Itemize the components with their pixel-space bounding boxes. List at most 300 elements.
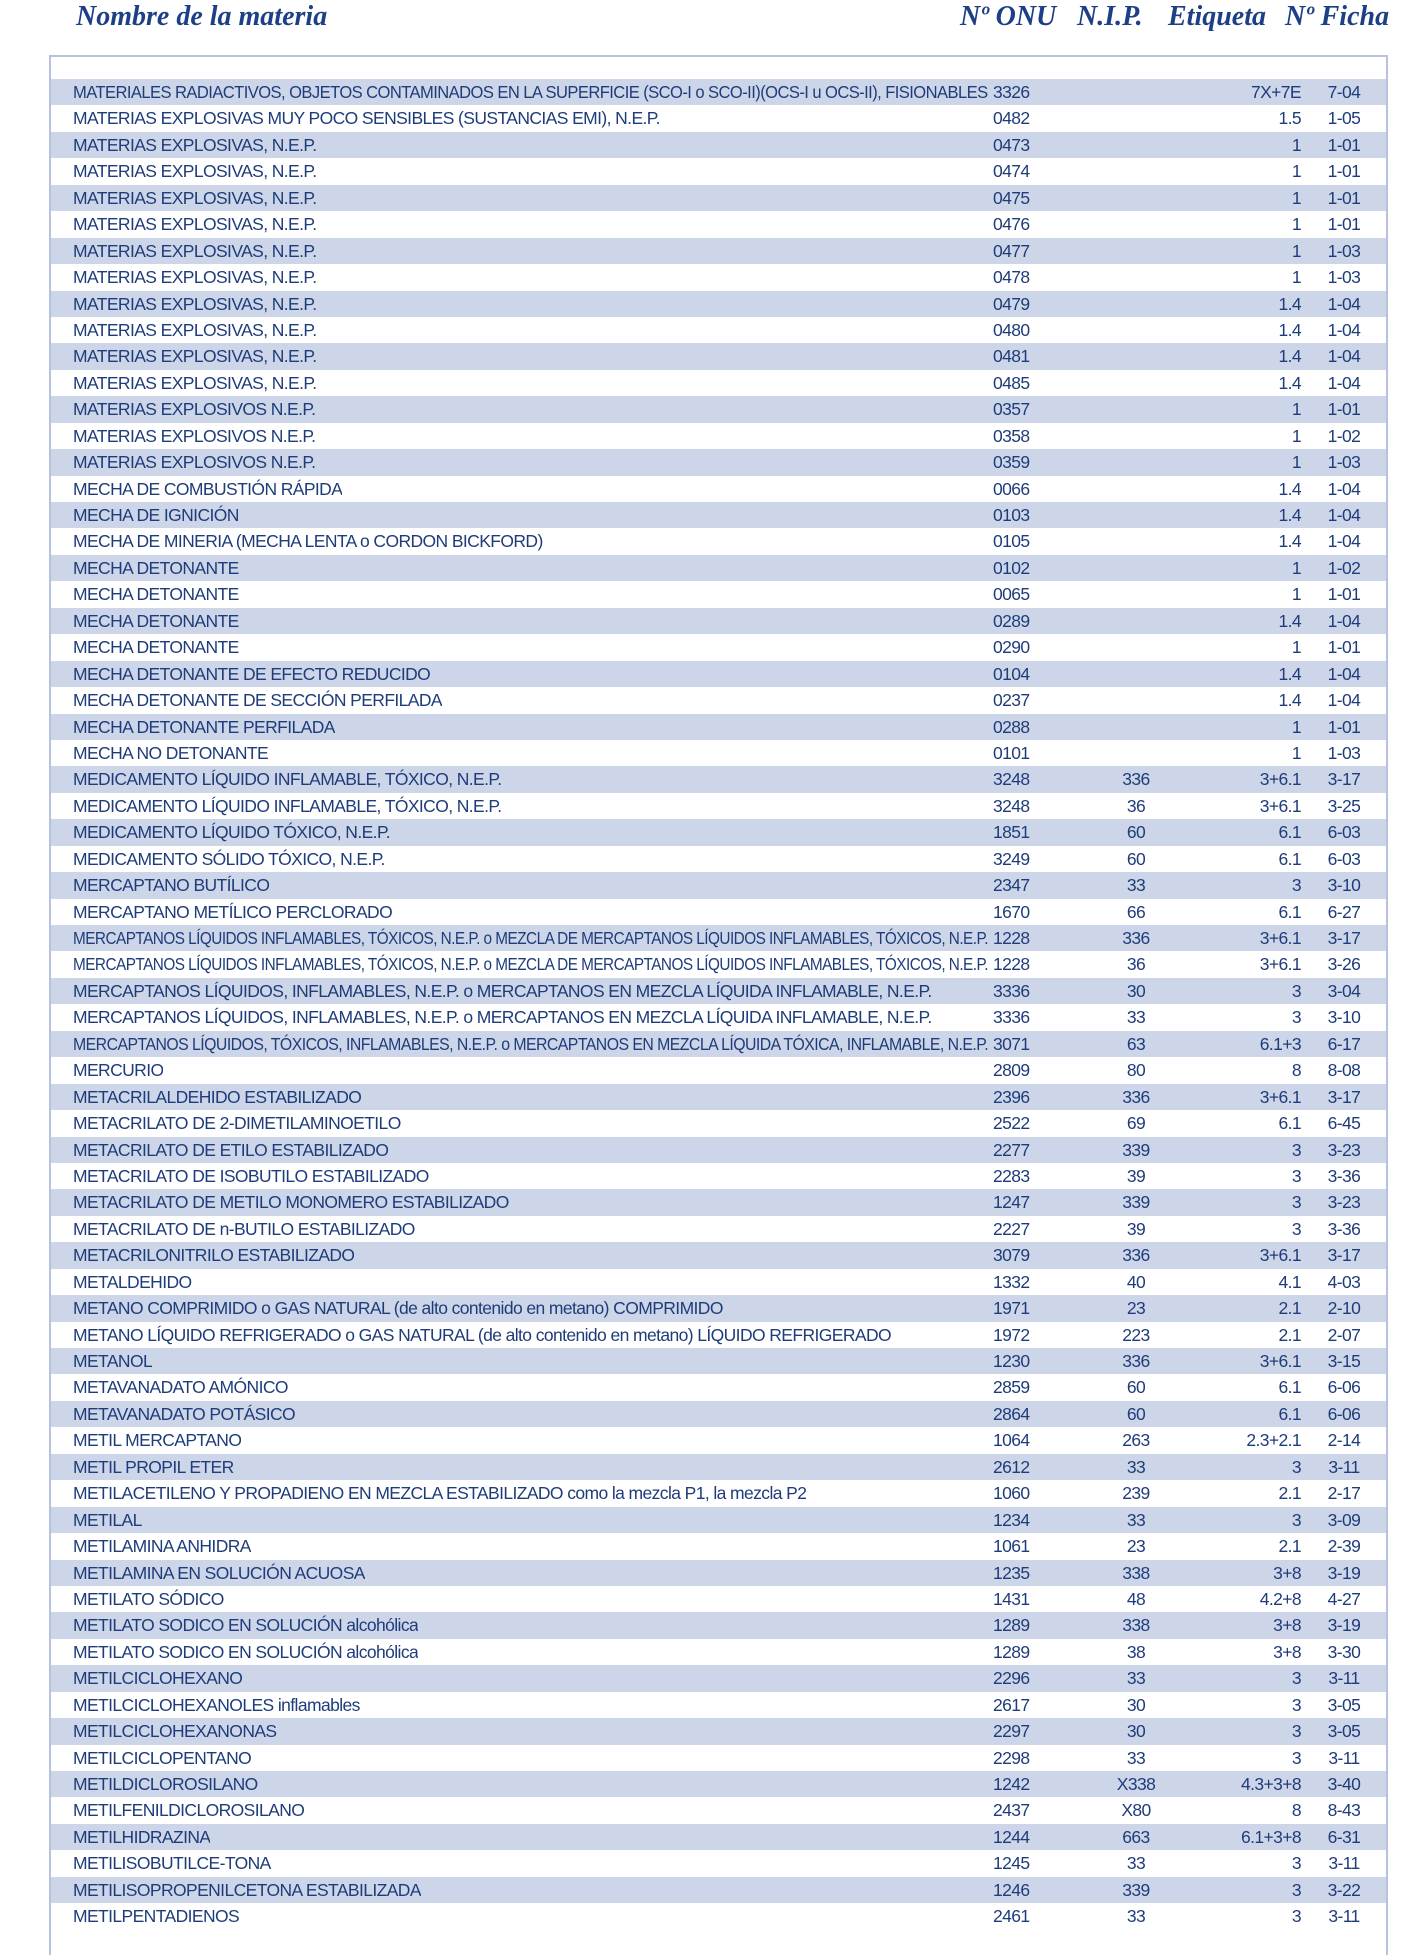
cell-ficha: 3-25 xyxy=(1327,795,1361,816)
cell-etiqueta: 3+8 xyxy=(1273,1562,1301,1583)
cell-etiqueta: 1 xyxy=(1291,584,1301,605)
cell-onu: 1247 xyxy=(993,1192,1030,1213)
cell-onu: 2297 xyxy=(993,1721,1030,1742)
cell-name: MERCAPTANO METÍLICO PERCLORADO xyxy=(73,901,393,922)
cell-name: METANO COMPRIMIDO o GAS NATURAL (de alto contenido en metano) COMPRIMIDO xyxy=(73,1298,723,1319)
table-row xyxy=(51,846,1386,872)
cell-ficha: 3-22 xyxy=(1327,1879,1361,1900)
cell-etiqueta: 1 xyxy=(1291,240,1301,261)
cell-ficha: 6-06 xyxy=(1327,1403,1361,1424)
cell-ficha: 3-17 xyxy=(1327,769,1361,790)
cell-nip: 336 xyxy=(1122,928,1150,948)
table-row xyxy=(51,819,1386,845)
cell-name: MEDICAMENTO LÍQUIDO TÓXICO, N.E.P. xyxy=(73,822,391,843)
cell-onu: 2296 xyxy=(993,1668,1030,1689)
cell-nip: 66 xyxy=(1126,901,1146,922)
cell-name: MECHA DETONANTE DE SECCIÓN PERFILADA xyxy=(73,690,442,711)
cell-name: MECHA DETONANTE xyxy=(73,637,239,658)
cell-etiqueta: 3 xyxy=(1291,1218,1301,1239)
cell-ficha: 7-04 xyxy=(1327,82,1361,102)
table-row xyxy=(51,1877,1386,1903)
cell-ficha: 1-01 xyxy=(1327,716,1361,737)
cell-ficha: 3-26 xyxy=(1327,954,1361,975)
cell-etiqueta: 1.4 xyxy=(1278,610,1301,631)
cell-ficha: 3-36 xyxy=(1327,1165,1361,1186)
cell-onu: 1289 xyxy=(993,1615,1030,1636)
cell-etiqueta: 3+6.1 xyxy=(1259,769,1301,790)
cell-nip: 30 xyxy=(1126,1694,1146,1715)
cell-ficha: 6-03 xyxy=(1327,822,1361,843)
cell-nip: 33 xyxy=(1126,1747,1146,1768)
cell-onu: 2612 xyxy=(993,1456,1030,1477)
cell-etiqueta: 3+8 xyxy=(1273,1641,1301,1662)
cell-nip: X80 xyxy=(1121,1800,1151,1821)
cell-ficha: 3-17 xyxy=(1327,928,1361,948)
table-row xyxy=(51,661,1386,687)
table-row xyxy=(51,1639,1386,1665)
cell-name: MERCAPTANOS LÍQUIDOS, TÓXICOS, INFLAMABLES, N.E.P. o MERCAPTANOS EN MEZCLA LÍQUIDA TÓXICA, INFLAMABLE, N.E.P. xyxy=(73,1033,989,1054)
cell-name: MERCURIO xyxy=(73,1060,164,1081)
cell-ficha: 1-04 xyxy=(1327,505,1361,525)
cell-ficha: 2-17 xyxy=(1327,1483,1361,1504)
cell-name: MATERIAS EXPLOSIVOS N.E.P. xyxy=(73,425,316,446)
cell-name: METACRILATO DE ETILO ESTABILIZADO xyxy=(73,1139,389,1160)
cell-etiqueta: 1 xyxy=(1291,557,1301,578)
cell-nip: 239 xyxy=(1122,1483,1150,1504)
cell-etiqueta: 3 xyxy=(1291,1906,1301,1927)
cell-name: METILCICLOHEXANONAS xyxy=(73,1721,277,1742)
cell-onu: 1246 xyxy=(993,1879,1030,1900)
table-row xyxy=(51,185,1386,211)
cell-name: MECHA DETONANTE xyxy=(73,584,239,605)
cell-name: MERCAPTANOS LÍQUIDOS INFLAMABLES, TÓXICOS, N.E.P. o MEZCLA DE MERCAPTANOS LÍQUIDOS INFLAMABLES, TÓXICOS, N.E.P. xyxy=(73,954,988,975)
table-row xyxy=(51,396,1386,422)
table-row xyxy=(51,291,1386,317)
cell-onu: 0359 xyxy=(993,452,1030,473)
table-row xyxy=(51,1348,1386,1374)
table-row xyxy=(51,1586,1386,1612)
cell-etiqueta: 1.4 xyxy=(1278,690,1301,711)
cell-onu: 0474 xyxy=(993,161,1030,182)
cell-etiqueta: 2.3+2.1 xyxy=(1246,1430,1301,1451)
cell-onu: 3248 xyxy=(993,795,1030,816)
cell-nip: 23 xyxy=(1126,1536,1146,1557)
cell-name: MECHA DETONANTE xyxy=(73,610,239,631)
cell-onu: 2859 xyxy=(993,1377,1030,1398)
cell-nip: 33 xyxy=(1126,1509,1146,1530)
table-row xyxy=(51,1507,1386,1533)
column-header-onu: Nº ONU xyxy=(960,1,1057,32)
table-row xyxy=(51,1163,1386,1189)
cell-ficha: 3-40 xyxy=(1327,1774,1361,1794)
cell-etiqueta: 1 xyxy=(1291,134,1301,155)
cell-onu: 1431 xyxy=(993,1588,1030,1609)
table-row xyxy=(51,1401,1386,1427)
cell-onu: 3336 xyxy=(993,980,1030,1001)
table-row xyxy=(51,1242,1386,1268)
table-row xyxy=(51,343,1386,369)
cell-name: MERCAPTANO BUTÍLICO xyxy=(73,875,270,896)
cell-etiqueta: 7X+7E xyxy=(1250,82,1301,102)
cell-etiqueta: 3+6.1 xyxy=(1259,795,1301,816)
cell-name: MECHA NO DETONANTE xyxy=(73,742,269,763)
table-row xyxy=(51,1137,1386,1163)
cell-onu: 1245 xyxy=(993,1853,1030,1874)
cell-ficha: 1-04 xyxy=(1327,319,1361,340)
cell-etiqueta: 3 xyxy=(1291,1456,1301,1477)
cell-etiqueta: 6.1 xyxy=(1278,1113,1301,1134)
cell-nip: 339 xyxy=(1122,1139,1150,1160)
table-row xyxy=(51,1110,1386,1136)
cell-nip: 38 xyxy=(1126,1641,1146,1662)
cell-name: METILAMINA EN SOLUCIÓN ACUOSA xyxy=(73,1562,365,1583)
cell-ficha: 3-17 xyxy=(1327,1086,1361,1107)
cell-ficha: 1-02 xyxy=(1327,425,1361,446)
cell-onu: 3071 xyxy=(993,1033,1030,1054)
cell-nip: 338 xyxy=(1122,1562,1150,1583)
cell-onu: 2864 xyxy=(993,1403,1030,1424)
cell-etiqueta: 1 xyxy=(1291,187,1301,208)
cell-nip: 336 xyxy=(1122,1245,1150,1266)
cell-onu: 0288 xyxy=(993,716,1030,737)
cell-name: METILCICLOHEXANOLES inflamables xyxy=(73,1694,360,1715)
cell-etiqueta: 1 xyxy=(1291,637,1301,658)
cell-name: METACRILATO DE 2-DIMETILAMINOETILO xyxy=(73,1113,401,1134)
table-row xyxy=(51,740,1386,766)
table-row xyxy=(51,899,1386,925)
cell-etiqueta: 6.1 xyxy=(1278,1377,1301,1398)
cell-onu: 1244 xyxy=(993,1826,1030,1847)
cell-etiqueta: 3+6.1 xyxy=(1259,1245,1301,1266)
cell-ficha: 1-04 xyxy=(1327,346,1361,367)
cell-ficha: 3-11 xyxy=(1328,1906,1360,1927)
cell-ficha: 1-04 xyxy=(1327,372,1361,393)
cell-nip: 33 xyxy=(1126,875,1146,896)
cell-nip: 60 xyxy=(1126,848,1146,869)
cell-onu: 1228 xyxy=(993,928,1030,948)
cell-ficha: 6-06 xyxy=(1327,1377,1361,1398)
cell-nip: 63 xyxy=(1126,1033,1146,1054)
cell-ficha: 4-03 xyxy=(1327,1271,1361,1292)
cell-name: MERCAPTANOS LÍQUIDOS, INFLAMABLES, N.E.P. o MERCAPTANOS EN MEZCLA LÍQUIDA INFLAMABLE, N.E.P. xyxy=(73,980,932,1001)
table-row xyxy=(51,1692,1386,1718)
table-row xyxy=(51,132,1386,158)
cell-ficha: 3-23 xyxy=(1327,1139,1361,1160)
table-row xyxy=(51,581,1386,607)
cell-etiqueta: 3+6.1 xyxy=(1259,1086,1301,1107)
cell-nip: 223 xyxy=(1122,1324,1150,1345)
cell-etiqueta: 3+6.1 xyxy=(1259,928,1301,948)
cell-name: METILFENILDICLOROSILANO xyxy=(73,1800,305,1821)
table-row xyxy=(51,925,1386,951)
cell-name: METAVANADATO POTÁSICO xyxy=(73,1403,296,1424)
table-row xyxy=(51,528,1386,554)
cell-name: METILDICLOROSILANO xyxy=(73,1774,258,1794)
cell-onu: 1235 xyxy=(993,1562,1030,1583)
cell-etiqueta: 3+6.1 xyxy=(1259,1351,1301,1371)
cell-nip: 36 xyxy=(1126,954,1146,975)
cell-nip: 336 xyxy=(1122,1086,1150,1107)
cell-onu: 2347 xyxy=(993,875,1030,896)
cell-name: MATERIAS EXPLOSIVAS, N.E.P. xyxy=(73,161,317,182)
cell-ficha: 2-10 xyxy=(1327,1298,1361,1319)
table-row xyxy=(51,1533,1386,1559)
cell-name: MATERIAS EXPLOSIVAS, N.E.P. xyxy=(73,240,317,261)
cell-onu: 1230 xyxy=(993,1351,1030,1371)
cell-onu: 0290 xyxy=(993,637,1030,658)
cell-etiqueta: 4.2+8 xyxy=(1259,1588,1301,1609)
cell-name: MATERIAS EXPLOSIVAS, N.E.P. xyxy=(73,134,317,155)
cell-name: MATERIAS EXPLOSIVOS N.E.P. xyxy=(73,399,316,420)
cell-onu: 3336 xyxy=(993,1007,1030,1028)
cell-name: METACRILATO DE ISOBUTILO ESTABILIZADO xyxy=(73,1165,429,1186)
cell-name: MATERIAS EXPLOSIVAS, N.E.P. xyxy=(73,372,317,393)
cell-ficha: 3-11 xyxy=(1328,1853,1360,1874)
cell-name: METILAL xyxy=(73,1509,142,1530)
cell-etiqueta: 3 xyxy=(1291,1165,1301,1186)
cell-etiqueta: 2.1 xyxy=(1278,1536,1301,1557)
table-row xyxy=(51,1480,1386,1506)
cell-onu: 1851 xyxy=(993,822,1030,843)
cell-etiqueta: 3 xyxy=(1291,1509,1301,1530)
cell-ficha: 6-17 xyxy=(1327,1033,1361,1054)
cell-ficha: 3-11 xyxy=(1328,1668,1360,1689)
cell-name: MATERIAS EXPLOSIVAS, N.E.P. xyxy=(73,187,317,208)
cell-ficha: 3-17 xyxy=(1327,1245,1361,1266)
cell-name: MECHA DE COMBUSTIÓN RÁPIDA xyxy=(73,478,343,499)
table-row xyxy=(51,1427,1386,1453)
cell-etiqueta: 1.5 xyxy=(1278,108,1301,129)
cell-etiqueta: 1 xyxy=(1291,425,1301,446)
table-row xyxy=(51,1903,1386,1929)
table-row xyxy=(51,105,1386,131)
cell-onu: 1234 xyxy=(993,1509,1030,1530)
cell-onu: 2522 xyxy=(993,1113,1030,1134)
cell-nip: 263 xyxy=(1122,1430,1150,1451)
materials-table xyxy=(51,79,1386,1930)
cell-nip: 33 xyxy=(1126,1456,1146,1477)
cell-nip: 39 xyxy=(1126,1165,1146,1186)
cell-etiqueta: 1 xyxy=(1291,452,1301,473)
cell-ficha: 1-01 xyxy=(1327,399,1361,420)
table-row xyxy=(51,1269,1386,1295)
cell-onu: 1228 xyxy=(993,954,1030,975)
cell-onu: 0103 xyxy=(993,505,1030,525)
cell-etiqueta: 1.4 xyxy=(1278,319,1301,340)
cell-ficha: 3-05 xyxy=(1327,1721,1361,1742)
table-row xyxy=(51,1374,1386,1400)
cell-onu: 0358 xyxy=(993,425,1030,446)
table-row xyxy=(51,158,1386,184)
cell-name: METILATO SÓDICO xyxy=(73,1588,224,1609)
cell-name: MATERIAS EXPLOSIVAS, N.E.P. xyxy=(73,319,317,340)
cell-name: METAVANADATO AMÓNICO xyxy=(73,1377,288,1398)
cell-onu: 2809 xyxy=(993,1060,1030,1081)
cell-nip: 663 xyxy=(1122,1826,1150,1847)
table-row xyxy=(51,1850,1386,1876)
cell-name: METACRILALDEHIDO ESTABILIZADO xyxy=(73,1086,362,1107)
table-row xyxy=(51,1771,1386,1797)
cell-name: MERCAPTANOS LÍQUIDOS, INFLAMABLES, N.E.P. o MERCAPTANOS EN MEZCLA LÍQUIDA INFLAMABLE, N.E.P. xyxy=(73,1007,932,1028)
cell-etiqueta: 1.4 xyxy=(1278,531,1301,552)
cell-ficha: 1-03 xyxy=(1327,742,1361,763)
cell-nip: 60 xyxy=(1126,1377,1146,1398)
cell-etiqueta: 8 xyxy=(1291,1800,1301,1821)
cell-name: MECHA DETONANTE PERFILADA xyxy=(73,716,335,737)
cell-nip: 336 xyxy=(1122,1351,1150,1371)
cell-ficha: 3-11 xyxy=(1328,1456,1360,1477)
cell-name: MATERIAS EXPLOSIVAS, N.E.P. xyxy=(73,293,317,314)
cell-onu: 0102 xyxy=(993,557,1030,578)
cell-nip: 69 xyxy=(1126,1113,1146,1134)
cell-name: METALDEHIDO xyxy=(73,1271,192,1292)
cell-ficha: 3-36 xyxy=(1327,1218,1361,1239)
cell-etiqueta: 6.1 xyxy=(1278,848,1301,869)
table-row xyxy=(51,1057,1386,1083)
cell-etiqueta: 2.1 xyxy=(1278,1324,1301,1345)
cell-name: MATERIAS EXPLOSIVAS, N.E.P. xyxy=(73,346,317,367)
cell-ficha: 1-04 xyxy=(1327,478,1361,499)
cell-onu: 0476 xyxy=(993,214,1030,235)
cell-name: METILISOPROPENILCETONA ESTABILIZADA xyxy=(73,1879,421,1900)
cell-etiqueta: 3 xyxy=(1291,980,1301,1001)
cell-name: MATERIAS EXPLOSIVAS, N.E.P. xyxy=(73,267,317,288)
cell-etiqueta: 1.4 xyxy=(1278,293,1301,314)
cell-ficha: 1-04 xyxy=(1327,531,1361,552)
cell-nip: 30 xyxy=(1126,980,1146,1001)
cell-nip: X338 xyxy=(1116,1774,1156,1794)
cell-ficha: 6-27 xyxy=(1327,901,1361,922)
cell-nip: 80 xyxy=(1126,1060,1146,1081)
table-row xyxy=(51,1031,1386,1057)
table-row xyxy=(51,449,1386,475)
cell-ficha: 3-15 xyxy=(1327,1351,1361,1371)
cell-onu: 1242 xyxy=(993,1774,1030,1794)
cell-onu: 0481 xyxy=(993,346,1030,367)
cell-ficha: 3-10 xyxy=(1327,875,1361,896)
cell-name: MATERIAS EXPLOSIVAS MUY POCO SENSIBLES (SUSTANCIAS EMI), N.E.P. xyxy=(73,108,660,129)
table-row xyxy=(51,1004,1386,1030)
table-row xyxy=(51,370,1386,396)
cell-etiqueta: 3 xyxy=(1291,1192,1301,1213)
cell-etiqueta: 2.1 xyxy=(1278,1483,1301,1504)
table-row xyxy=(51,978,1386,1004)
table-row xyxy=(51,1665,1386,1691)
cell-etiqueta: 3 xyxy=(1291,1721,1301,1742)
cell-nip: 33 xyxy=(1126,1668,1146,1689)
cell-onu: 1332 xyxy=(993,1271,1030,1292)
cell-name: METILACETILENO Y PROPADIENO EN MEZCLA ESTABILIZADO como la mezcla P1, la mezcla P2 xyxy=(73,1483,807,1504)
cell-etiqueta: 6.1+3+8 xyxy=(1240,1826,1301,1847)
cell-onu: 2461 xyxy=(993,1906,1030,1927)
table-row xyxy=(51,1718,1386,1744)
cell-etiqueta: 1.4 xyxy=(1278,346,1301,367)
cell-ficha: 3-10 xyxy=(1327,1007,1361,1028)
cell-ficha: 1-02 xyxy=(1327,557,1361,578)
cell-etiqueta: 3 xyxy=(1291,875,1301,896)
cell-ficha: 3-30 xyxy=(1327,1641,1361,1662)
cell-ficha: 1-01 xyxy=(1327,134,1361,155)
cell-ficha: 1-05 xyxy=(1327,108,1361,129)
cell-ficha: 2-39 xyxy=(1327,1536,1361,1557)
cell-nip: 33 xyxy=(1126,1007,1146,1028)
cell-onu: 1060 xyxy=(993,1483,1030,1504)
cell-onu: 2227 xyxy=(993,1218,1030,1239)
table-row xyxy=(51,714,1386,740)
cell-name: METIL PROPIL ETER xyxy=(73,1456,234,1477)
cell-ficha: 8-08 xyxy=(1327,1060,1361,1081)
cell-onu: 2396 xyxy=(993,1086,1030,1107)
cell-nip: 39 xyxy=(1126,1218,1146,1239)
column-header-name: Nombre de la materia xyxy=(76,1,328,32)
table-row xyxy=(51,793,1386,819)
cell-name: MERCAPTANOS LÍQUIDOS INFLAMABLES, TÓXICOS, N.E.P. o MEZCLA DE MERCAPTANOS LÍQUIDOS INFLAMABLES, TÓXICOS, N.E.P. xyxy=(73,928,988,948)
cell-name: METILHIDRAZINA xyxy=(73,1826,211,1847)
cell-onu: 1670 xyxy=(993,901,1030,922)
column-header-ficha: Nº Ficha xyxy=(1285,1,1390,32)
cell-ficha: 3-04 xyxy=(1327,980,1361,1001)
cell-etiqueta: 4.3+3+8 xyxy=(1240,1774,1301,1794)
cell-ficha: 3-05 xyxy=(1327,1694,1361,1715)
cell-etiqueta: 3 xyxy=(1291,1668,1301,1689)
cell-onu: 2298 xyxy=(993,1747,1030,1768)
table-row xyxy=(51,951,1386,977)
cell-name: METACRILONITRILO ESTABILIZADO xyxy=(73,1245,355,1266)
cell-name: MATERIAS EXPLOSIVAS, N.E.P. xyxy=(73,214,317,235)
table-row xyxy=(51,1216,1386,1242)
cell-ficha: 6-45 xyxy=(1327,1113,1361,1134)
cell-onu: 2437 xyxy=(993,1800,1030,1821)
cell-onu: 0480 xyxy=(993,319,1030,340)
table-row xyxy=(51,1322,1386,1348)
cell-onu: 0065 xyxy=(993,584,1030,605)
cell-onu: 2277 xyxy=(993,1139,1030,1160)
table-row xyxy=(51,264,1386,290)
table-row xyxy=(51,476,1386,502)
cell-name: METILCICLOPENTANO xyxy=(73,1747,252,1768)
cell-name: METACRILATO DE METILO MONOMERO ESTABILIZADO xyxy=(73,1192,509,1213)
cell-name: METILCICLOHEXANO xyxy=(73,1668,243,1689)
cell-onu: 3249 xyxy=(993,848,1030,869)
cell-etiqueta: 1.4 xyxy=(1278,505,1301,525)
cell-nip: 30 xyxy=(1126,1721,1146,1742)
cell-name: METILPENTADIENOS xyxy=(73,1906,240,1927)
cell-ficha: 3-11 xyxy=(1328,1747,1360,1768)
cell-name: MECHA DE MINERIA (MECHA LENTA o CORDON BICKFORD) xyxy=(73,531,543,552)
cell-onu: 3326 xyxy=(993,82,1030,102)
cell-etiqueta: 3+6.1 xyxy=(1259,954,1301,975)
cell-etiqueta: 1.4 xyxy=(1278,663,1301,684)
cell-etiqueta: 1 xyxy=(1291,716,1301,737)
cell-ficha: 1-03 xyxy=(1327,267,1361,288)
cell-etiqueta: 1.4 xyxy=(1278,372,1301,393)
cell-etiqueta: 1 xyxy=(1291,267,1301,288)
cell-name: MEDICAMENTO LÍQUIDO INFLAMABLE, TÓXICO, N.E.P. xyxy=(73,795,502,816)
table-row xyxy=(51,502,1386,528)
cell-name: METANO LÍQUIDO REFRIGERADO o GAS NATURAL (de alto contenido en metano) LÍQUIDO REFRIGERADO xyxy=(73,1324,892,1345)
table-row xyxy=(51,608,1386,634)
cell-etiqueta: 6.1 xyxy=(1278,1403,1301,1424)
cell-ficha: 1-03 xyxy=(1327,240,1361,261)
cell-etiqueta: 3 xyxy=(1291,1007,1301,1028)
column-header-nip: N.I.P. xyxy=(1077,1,1143,32)
cell-etiqueta: 6.1 xyxy=(1278,822,1301,843)
cell-ficha: 2-14 xyxy=(1327,1430,1361,1451)
cell-ficha: 1-04 xyxy=(1327,293,1361,314)
cell-ficha: 3-23 xyxy=(1327,1192,1361,1213)
table-row xyxy=(51,317,1386,343)
cell-name: METILATO SODICO EN SOLUCIÓN alcohólica xyxy=(73,1641,419,1662)
